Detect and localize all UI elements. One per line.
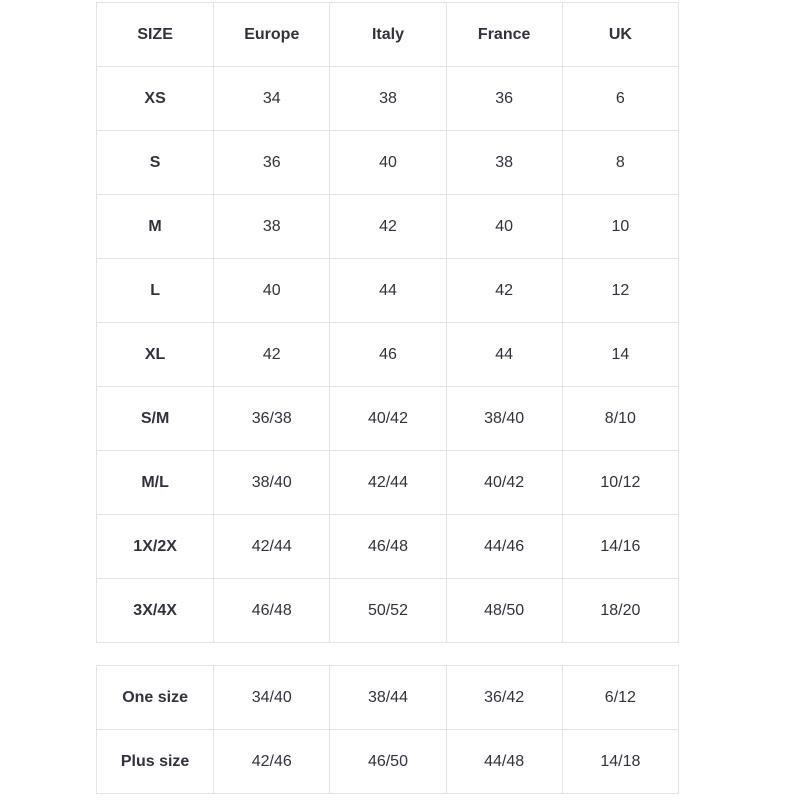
cell-europe: 38/40 [214, 451, 330, 515]
cell-europe: 38 [214, 195, 330, 259]
table-row [97, 666, 679, 730]
cell-europe: 36 [214, 131, 330, 195]
column-header-france: France [446, 3, 562, 67]
cell-uk: 12 [562, 259, 678, 323]
cell-europe: 40 [214, 259, 330, 323]
cell-france: 42 [446, 259, 562, 323]
column-header-uk: UK [562, 3, 678, 67]
cell-europe: 46/48 [214, 579, 330, 643]
column-header-europe: Europe [214, 3, 330, 67]
row-label: XS [97, 67, 214, 131]
cell-france: 44/46 [446, 515, 562, 579]
cell-italy: 46/50 [330, 730, 446, 794]
cell-uk: 10/12 [562, 451, 678, 515]
table-row [97, 451, 679, 515]
cell-france: 44/48 [446, 730, 562, 794]
cell-italy: 46 [330, 323, 446, 387]
main-size-table [96, 2, 679, 643]
cell-uk: 10 [562, 195, 678, 259]
cell-europe: 42/46 [214, 730, 330, 794]
main-size-table-container [96, 2, 679, 643]
cell-italy: 46/48 [330, 515, 446, 579]
cell-italy: 42 [330, 195, 446, 259]
cell-france: 48/50 [446, 579, 562, 643]
cell-uk: 6 [562, 67, 678, 131]
table-row [97, 387, 679, 451]
cell-italy: 42/44 [330, 451, 446, 515]
table-row [97, 730, 679, 794]
row-label: Plus size [97, 730, 214, 794]
cell-uk: 8/10 [562, 387, 678, 451]
secondary-size-table-container [96, 665, 679, 794]
cell-uk: 18/20 [562, 579, 678, 643]
cell-france: 38/40 [446, 387, 562, 451]
cell-france: 36/42 [446, 666, 562, 730]
cell-uk: 14 [562, 323, 678, 387]
cell-france: 40 [446, 195, 562, 259]
table-row [97, 131, 679, 195]
cell-uk: 6/12 [562, 666, 678, 730]
cell-uk: 14/18 [562, 730, 678, 794]
row-label: One size [97, 666, 214, 730]
cell-italy: 40 [330, 131, 446, 195]
secondary-size-table [96, 665, 679, 794]
cell-italy: 38/44 [330, 666, 446, 730]
cell-france: 40/42 [446, 451, 562, 515]
cell-uk: 8 [562, 131, 678, 195]
cell-italy: 40/42 [330, 387, 446, 451]
cell-europe: 34/40 [214, 666, 330, 730]
cell-italy: 38 [330, 67, 446, 131]
row-label: 1X/2X [97, 515, 214, 579]
cell-france: 44 [446, 323, 562, 387]
table-row [97, 195, 679, 259]
row-label: L [97, 259, 214, 323]
table-row [97, 67, 679, 131]
cell-france: 38 [446, 131, 562, 195]
column-header-italy: Italy [330, 3, 446, 67]
cell-uk: 14/16 [562, 515, 678, 579]
cell-france: 36 [446, 67, 562, 131]
cell-italy: 44 [330, 259, 446, 323]
column-header-size: SIZE [97, 3, 214, 67]
cell-europe: 42/44 [214, 515, 330, 579]
table-row [97, 515, 679, 579]
table-row [97, 323, 679, 387]
row-label: M/L [97, 451, 214, 515]
cell-italy: 50/52 [330, 579, 446, 643]
row-label: S [97, 131, 214, 195]
cell-europe: 34 [214, 67, 330, 131]
row-label: 3X/4X [97, 579, 214, 643]
cell-europe: 42 [214, 323, 330, 387]
row-label: XL [97, 323, 214, 387]
table-header-row [97, 3, 679, 67]
row-label: S/M [97, 387, 214, 451]
row-label: M [97, 195, 214, 259]
table-row [97, 579, 679, 643]
cell-europe: 36/38 [214, 387, 330, 451]
table-row [97, 259, 679, 323]
